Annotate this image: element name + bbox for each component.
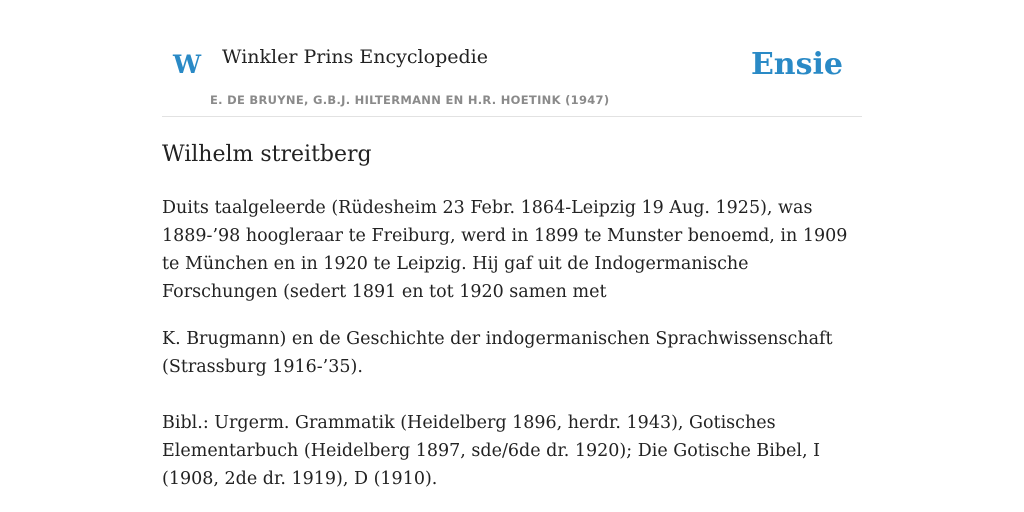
book-title-link[interactable]: Winkler Prins Encyclopedie	[222, 46, 488, 68]
ensie-logo-link[interactable]: Ensie	[750, 47, 843, 82]
site-header	[162, 0, 862, 117]
article	[162, 140, 862, 493]
article-paragraph: Duits taalgeleerde (Rüdesheim 23 Febr. 1864-Leipzig 19 Aug. 1925), was 1889-’98 hoogleraar te Freiburg, werd in 1899 te Munster benoemd, in 1909 te München en in 1920 te Leipzig. Hij gaf uit de Indogermanische Forschungen (sedert 1891 en tot 1920 samen met	[162, 198, 848, 302]
article-paragraph: Bibl.: Urgerm. Grammatik (Heidelberg 1896, herdr. 1943), Gotisches Elementarbuch (Heidelberg 1897, sde/6de dr. 1920); Die Gotische Bibel, I (1908, 2de dr. 1919), D (1910).	[162, 413, 821, 489]
book-authors: E. DE BRUYNE, G.B.J. HILTERMANN EN H.R. HOETINK (1947)	[210, 93, 610, 107]
book-logo-icon[interactable]: W	[173, 50, 202, 79]
article-paragraph: K. Brugmann) en de Geschichte der indogermanischen Sprachwissenschaft (Strassburg 1916-’35).	[162, 329, 833, 377]
article-title: Wilhelm streitberg	[162, 142, 372, 167]
